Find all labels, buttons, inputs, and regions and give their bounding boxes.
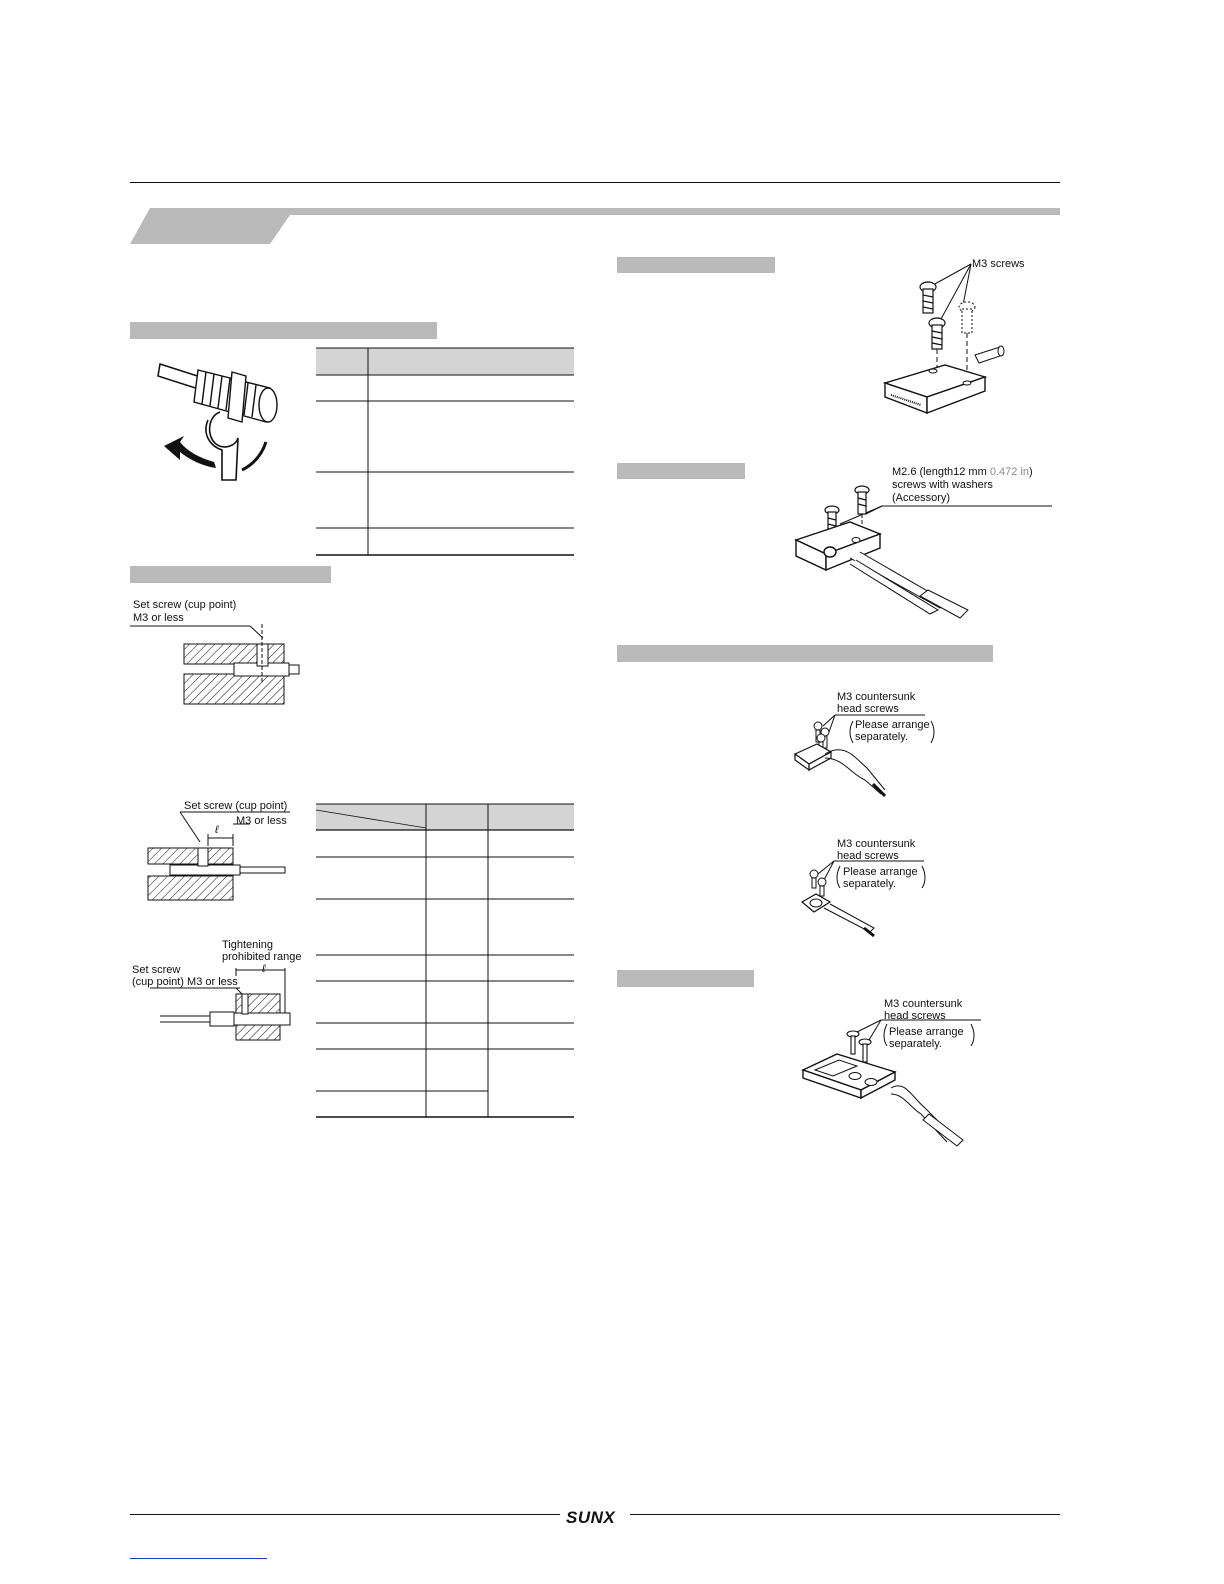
- set-screw-3-set-label-line2: (cup point) M3 or less: [132, 976, 238, 988]
- subsection-bar-flat-mount: [617, 970, 754, 987]
- m26-sensor-illustration: [790, 478, 1060, 618]
- set-screw-1-label-line1: Set screw (cup point): [133, 599, 237, 611]
- countersunk-2-line2: head screws: [837, 850, 899, 862]
- torque-table: [310, 345, 580, 565]
- countersunk-1-line3: Please arrange: [855, 719, 930, 731]
- set-screw-2-ell: ℓ: [215, 824, 219, 836]
- threaded-sensor-wrench-illustration: [150, 350, 300, 490]
- m3-screws-label: M3 screws: [972, 258, 1025, 270]
- countersunk-2-line1: M3 countersunk: [837, 838, 916, 850]
- countersunk-2-line4: separately.: [843, 878, 896, 890]
- countersunk-3-line2: head screws: [884, 1010, 946, 1022]
- m26-label-line1: [892, 466, 1033, 478]
- m26-label-line3: (Accessory): [892, 492, 951, 504]
- section-title-banner: [0, 205, 1224, 245]
- set-screw-2-label-line2: M3 or less: [236, 815, 287, 827]
- subsection-bar-set-screw: [130, 566, 331, 583]
- set-screw-1-label-line2: M3 or less: [133, 612, 184, 624]
- countersunk-1-line2: head screws: [837, 703, 899, 715]
- subsection-bar-threaded-mount: [130, 322, 437, 339]
- link-underline: [130, 1558, 267, 1559]
- subsection-bar-m26-mount: [617, 463, 745, 479]
- subsection-bar-m3-mount: [617, 257, 775, 273]
- set-screw-3-tightening-line2: prohibited range: [222, 951, 302, 963]
- m26-length-in: 0.472 in: [989, 466, 1029, 478]
- countersunk-1-line1: M3 countersunk: [837, 691, 916, 703]
- countersunk-3-line4: separately.: [889, 1038, 942, 1050]
- fiber-length-table: [310, 800, 580, 1120]
- set-screw-2-label-line1: Set screw (cup point): [184, 800, 288, 812]
- countersunk-2-illustration: [790, 836, 960, 946]
- countersunk-3-illustration: [795, 996, 995, 1156]
- set-screw-1-illustration: [130, 610, 320, 710]
- countersunk-2-line3: Please arrange: [843, 866, 918, 878]
- set-screw-3-tightening-line1: Tightening: [222, 939, 273, 951]
- set-screw-3-ell: ℓ: [262, 963, 266, 975]
- m26-length-mm: M2.6 (length12 mm: [892, 466, 990, 478]
- footer-rule-right: [630, 1514, 1060, 1515]
- brand-logo: SUNX: [566, 1508, 616, 1527]
- countersunk-1-illustration: [785, 688, 955, 808]
- set-screw-3-illustration: [150, 960, 320, 1050]
- set-screw-2-illustration: [140, 810, 300, 910]
- countersunk-1-line4: separately.: [855, 731, 908, 743]
- header-rule: [130, 182, 1060, 183]
- footer-rule-left: [130, 1514, 560, 1515]
- countersunk-3-line1: M3 countersunk: [884, 998, 963, 1010]
- m3-screws-block-illustration: [875, 255, 1015, 425]
- m26-close-paren: ): [1028, 466, 1033, 478]
- m26-label-line2: screws with washers: [892, 479, 993, 491]
- countersunk-3-line3: Please arrange: [889, 1026, 964, 1038]
- subsection-bar-countersunk-mount: [617, 645, 993, 662]
- set-screw-3-set-label-line1: Set screw: [132, 964, 181, 976]
